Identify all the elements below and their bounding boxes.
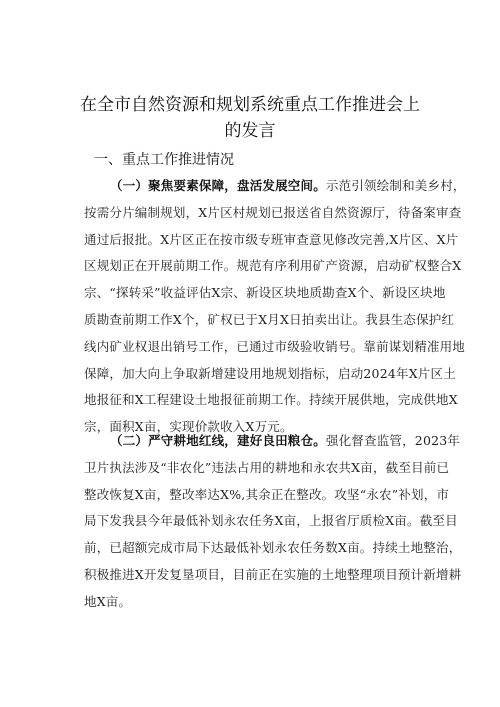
paragraph-2-line-7: 地X亩。 (84, 593, 132, 609)
paragraph-1-line-5: 宗、“探转采”收益评估X宗、新设区块地质勘查X个、新设区块地 (84, 285, 446, 301)
paragraph-1-line-7: 线内矿业权退出销号工作，已通过市级验收销号。靠前谋划精准用地 (84, 338, 466, 354)
paragraph-2 (84, 428, 462, 616)
paragraph-2-lead: （二）严守耕地红线，建好良田粮仓。 (110, 433, 326, 448)
paragraph-1-line-10: 宗，面积X亩，实现价款收入X万元。 (84, 419, 293, 435)
paragraph-2-line-1: 强化督查监管，2023年 (325, 433, 461, 448)
paragraph-2-line-3: 整改恢复X亩，整改率达X%,其余正在整改。攻坚“永农”补划，市 (84, 486, 450, 502)
paragraph-1-line-6: 质勘查前期工作X个，矿权已于X月X日拍卖出让。我县生态保护红 (84, 311, 455, 327)
paragraph-1-line-2: 按需分片编制规划，X片区村规划已报送省自然资源厅，待备案审查 (84, 204, 462, 220)
paragraph-2-line-4: 局下发我县今年最低补划永农任务X亩，上报省厅质检X亩。截至目 (84, 513, 458, 529)
paragraph-1-line-3: 通过后报批。X片区正在按市级专班审查意见修改完善,X片区、X片 (84, 231, 459, 247)
paragraph-2-first-line (84, 428, 461, 455)
document-title-line-1: 在全市自然资源和规划系统重点工作推进会上 (80, 95, 420, 115)
paragraph-2-line-5: 前，已超额完成市局下达最低补划永农任务数X亩。持续土地整治， (84, 540, 462, 556)
paragraph-2-line-6: 积极推进X开发复垦项目，目前正在实施的土地整理项目预计新增耕 (84, 566, 462, 582)
paragraph-1-line-9: 地报征和X工程建设土地报征前期工作。持续开展供地，完成供地X (84, 392, 458, 408)
paragraph-1-line-8: 保障，加大向上争取新增建设用地规划指标，启动2024年X片区土 (84, 365, 456, 381)
paragraph-1-first-line (84, 173, 466, 200)
paragraph-1-line-1: 示范引领绘制和美乡村， (325, 178, 466, 193)
section-heading-1: 一、重点工作推进情况 (94, 152, 234, 168)
document-title-line-2: 的发言 (224, 121, 276, 141)
paragraph-1-lead: （一）聚焦要素保障，盘活发展空间。 (110, 178, 326, 193)
paragraph-1-line-4: 区规划正在开展前期工作。规范有序利用矿产资源，启动矿权整合X (84, 258, 462, 274)
paragraph-2-line-2: 卫片执法涉及“非农化”违法占用的耕地和永农共X亩，截至目前已 (84, 459, 450, 475)
